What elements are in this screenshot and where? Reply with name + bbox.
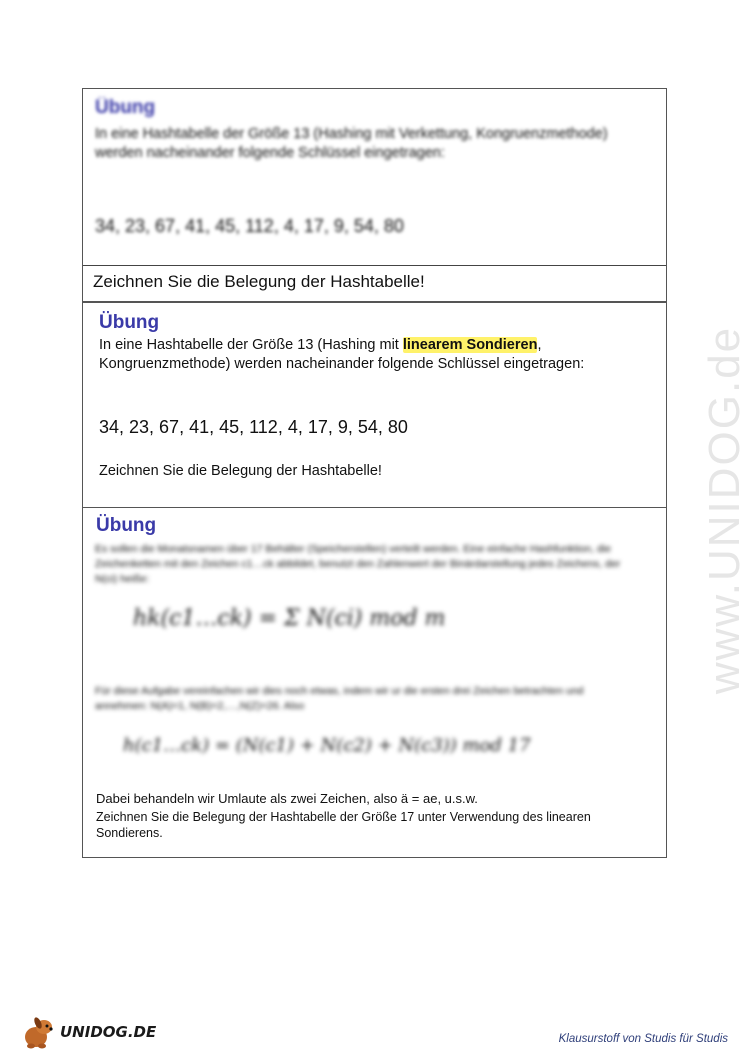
text-part: In eine Hashtabelle der Größe 13 (Hashing mit [99,337,403,353]
exercise-box-month-names [82,507,667,858]
watermark [680,285,749,735]
exercise-task: Zeichnen Sie die Belegung der Hashtabelle der Größe 17 unter Verwendung des linearen Sondierens. [96,810,591,840]
divider [83,265,666,266]
hash-formula-specific: h(c1…ck) = (N(c1) + N(c2) + N(c3)) mod 17 [123,735,531,756]
exercise-note: Dabei behandeln wir Umlaute als zwei Zeichen, also ä = ae, u.s.w. [96,791,478,806]
exercise-text: Es sollen die Monatsnamen über 17 Behälter (Speicherstellen) verteilt werden. Eine einfache Hashfunktion, die Zeichenketten mit den Zeichen c1…ck abbildet, benutzt den Zahlenwert der Binärdarstellung jedes Zeichens, der N(ci) heiße: [95,543,621,585]
hash-formula-general: hk(c1…ck) = Σ N(ci) mod m [133,606,446,631]
dog-icon [22,1015,62,1051]
text-part: , Kongruenzmethode) werden nacheinander folgende Schlüssel eingetragen: [99,337,585,372]
exercise-box-linear-probing [82,302,667,508]
exercise-task: Zeichnen Sie die Belegung der Hashtabelle! [99,463,382,479]
highlighted-term: linearem Sondieren [402,337,538,353]
exercise-text [99,336,639,374]
unidog-logo [22,1015,157,1051]
blurred-content-region [83,534,666,794]
key-sequence: 34, 23, 67, 41, 45, 112, 4, 17, 9, 54, 80 [99,417,408,437]
exercise-text: Für diese Aufgabe vereinfachen wir dies noch etwas, indem wir ur die ersten drei Zeichen betrachten und annehmen: N(A)=1, N(B)=2,…,N(Z)=26. Also [95,685,584,712]
exercise-task: Zeichnen Sie die Belegung der Hashtabelle! [93,272,425,291]
exercise-heading: Übung [96,515,157,536]
footer-tagline: Klausurstoff von Studis für Studis [558,1033,728,1045]
exercise-box-hashing-chaining [82,88,667,302]
exercise-heading: Übung [95,97,156,118]
watermark-text: www.UNIDOG.de [700,325,749,695]
exercise-text: In eine Hashtabelle der Größe 13 (Hashing mit Verkettung, Kongruenzmethode) werden nacheinander folgende Schlüssel eingetragen: [95,126,608,161]
blurred-content-region [83,89,668,265]
logo-text: UNIDOG.DE [60,1023,157,1041]
exercise-heading: Übung [99,312,160,333]
key-sequence: 34, 23, 67, 41, 45, 112, 4, 17, 9, 54, 80 [95,216,404,236]
